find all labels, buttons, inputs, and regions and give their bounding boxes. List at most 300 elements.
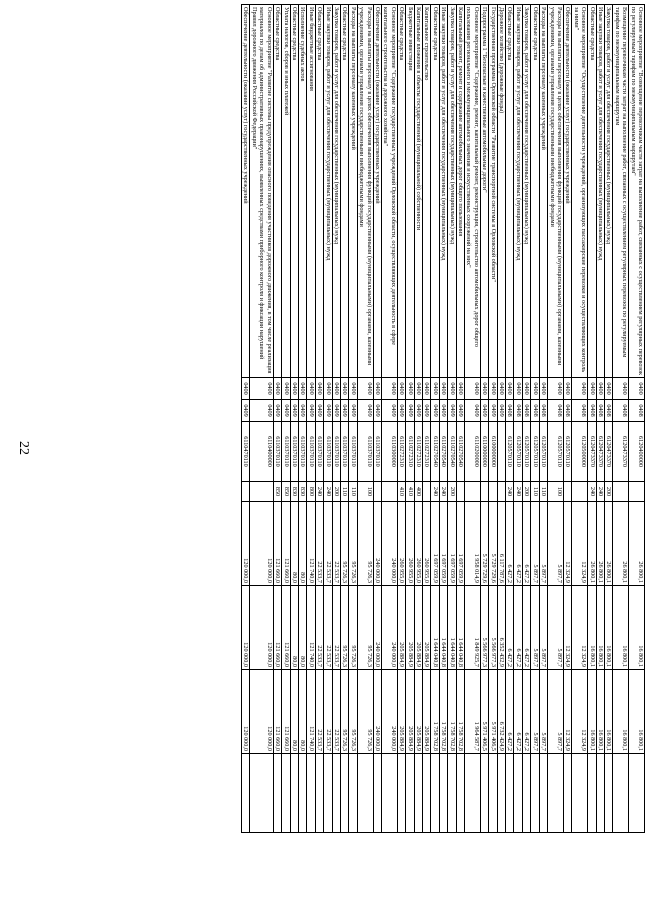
cell-blank: [480, 754, 488, 833]
cell-vr: 200: [448, 482, 456, 502]
table-row: [423, 5, 431, 833]
cell-v3: 80,0: [298, 670, 306, 754]
cell-v3: 205 884,9: [406, 670, 414, 754]
cell-csr: [497, 422, 505, 482]
cell-v2: 5 897,7: [539, 586, 547, 670]
cell-pr: 0408: [548, 400, 564, 422]
cell-v3: 16 800,1: [588, 670, 596, 754]
cell-vr: 410: [397, 482, 405, 502]
cell-v2: 205 884,9: [406, 586, 414, 670]
cell-blank: [497, 754, 505, 833]
cell-blank: [250, 754, 273, 833]
cell-name: Основное мероприятие "Содержание, ремонт, капитальный ремонт, реконструкция, строительство автомобильных дорог общего пользования регионального и межмуниципального значения и искусственных сооружений на них": [465, 5, 481, 378]
cell-rz: 0400: [382, 378, 398, 400]
cell-v2: 121 660,0: [273, 586, 281, 670]
cell-rz: 0400: [423, 378, 431, 400]
cell-pr: 0409: [315, 400, 323, 422]
cell-csr: 6110370110: [307, 422, 315, 482]
cell-v1: 80,0: [290, 502, 298, 586]
cell-v1: 95 726,3: [340, 502, 348, 586]
cell-v1: 95 726,3: [357, 502, 373, 586]
cell-blank: [548, 754, 564, 833]
cell-blank: [489, 754, 497, 833]
table-row: [439, 5, 447, 833]
cell-name: Уплата налогов, сборов и иных платежей: [282, 5, 290, 378]
cell-v3: 120 000,0: [242, 670, 250, 754]
cell-rz: 0400: [431, 378, 439, 400]
cell-v2: 5 566 977,3: [489, 586, 497, 670]
cell-v3: 95 726,3: [340, 670, 348, 754]
cell-csr: 6110370110: [357, 422, 373, 482]
table-row: [497, 5, 505, 833]
cell-name: Закупка товаров, работ и услуг для обеспечения государственных (муниципальных) нужд: [448, 5, 456, 378]
cell-blank: [596, 754, 604, 833]
cell-pr: 0409: [324, 400, 332, 422]
cell-vr: 200: [522, 482, 530, 502]
cell-csr: 6110370110: [349, 422, 357, 482]
table-row: [431, 5, 439, 833]
cell-v1: 260 955,0: [397, 502, 405, 586]
cell-v3: 1 758 702,8: [456, 670, 464, 754]
cell-blank: [406, 754, 414, 833]
cell-v1: 22 533,7: [332, 502, 340, 586]
table-row: [324, 5, 332, 833]
cell-v3: 5 897,7: [531, 670, 539, 754]
cell-vr: [629, 482, 645, 502]
table-row: [406, 5, 414, 833]
cell-blank: [290, 754, 298, 833]
cell-blank: [357, 754, 373, 833]
cell-pr: 0409: [448, 400, 456, 422]
cell-v3: 16 800,1: [604, 670, 612, 754]
cell-v2: 12 324,9: [572, 586, 588, 670]
cell-csr: 6120473370: [596, 422, 604, 482]
cell-v1: 5 897,7: [548, 502, 564, 586]
cell-vr: [497, 482, 505, 502]
cell-v3: 16 800,1: [613, 670, 629, 754]
cell-pr: 0409: [406, 400, 414, 422]
cell-rz: 0400: [406, 378, 414, 400]
cell-rz: 0400: [489, 378, 497, 400]
cell-blank: [439, 754, 447, 833]
cell-csr: 6110370110: [324, 422, 332, 482]
cell-v1: 26 800,1: [596, 502, 604, 586]
cell-v1: 26 800,1: [613, 502, 629, 586]
cell-csr: 6110272310: [397, 422, 405, 482]
cell-csr: 6110270540: [456, 422, 464, 482]
cell-pr: 0409: [489, 400, 497, 422]
cell-v3: 121 660,0: [282, 670, 290, 754]
cell-vr: [563, 482, 571, 502]
cell-blank: [349, 754, 357, 833]
cell-blank: [414, 754, 422, 833]
cell-v2: 121 740,0: [307, 586, 315, 670]
cell-csr: 6110370110: [282, 422, 290, 482]
cell-rz: 0400: [506, 378, 514, 400]
cell-rz: 0400: [497, 378, 505, 400]
table-row: [349, 5, 357, 833]
table-row: [514, 5, 522, 833]
cell-csr: 6120473370: [588, 422, 596, 482]
cell-name: Закупка товаров, работ и услуг для обеспечения государственных (муниципальных) нужд: [604, 5, 612, 378]
cell-blank: [273, 754, 281, 833]
table-row: [506, 5, 514, 833]
cell-v3: 121 660,0: [273, 670, 281, 754]
cell-blank: [604, 754, 612, 833]
cell-csr: 6110370110: [273, 422, 281, 482]
cell-csr: 6110370110: [332, 422, 340, 482]
cell-name: Основное мероприятие "Содержание государственных учреждений Орловской области, осуществляющих деятельность в сфере капитального строительства и дорожного хозяйства": [382, 5, 398, 378]
cell-pr: 0409: [298, 400, 306, 422]
cell-name: Иные закупки товаров, работ и услуг для обеспечения государственных (муниципальных) нужд: [439, 5, 447, 378]
cell-v2: 1 644 040,8: [431, 586, 439, 670]
cell-vr: 410: [406, 482, 414, 502]
cell-rz: 0400: [588, 378, 596, 400]
cell-vr: 240: [514, 482, 522, 502]
cell-blank: [298, 754, 306, 833]
cell-v2: 16 800,1: [596, 586, 604, 670]
cell-blank: [522, 754, 530, 833]
cell-v3: 205 884,9: [423, 670, 431, 754]
cell-rz: 0400: [539, 378, 547, 400]
cell-pr: 0409: [290, 400, 298, 422]
cell-v1: 12 324,9: [572, 502, 588, 586]
cell-pr: 0408: [522, 400, 530, 422]
page-number: 22: [16, 441, 31, 455]
cell-pr: 0408: [629, 400, 645, 422]
cell-v1: 5 729 729,6: [480, 502, 488, 586]
cell-vr: 110: [340, 482, 348, 502]
budget-table: [241, 4, 645, 833]
cell-v3: 22 533,7: [332, 670, 340, 754]
cell-v3: 80,0: [290, 670, 298, 754]
cell-blank: [340, 754, 348, 833]
cell-v2: 1 849 925,7: [465, 586, 481, 670]
cell-csr: 6120570110: [539, 422, 547, 482]
table-row: [480, 5, 488, 833]
cell-vr: 110: [531, 482, 539, 502]
cell-pr: 0409: [439, 400, 447, 422]
cell-csr: 6110400000: [250, 422, 273, 482]
cell-vr: 240: [324, 482, 332, 502]
cell-v2: 240 000,0: [373, 586, 381, 670]
cell-csr: 6110370110: [290, 422, 298, 482]
cell-vr: 240: [439, 482, 447, 502]
cell-name: Областные средства: [431, 5, 439, 378]
cell-name: Подпрограмма 1 "Безопасные и качественные автомобильные дороги": [480, 5, 488, 378]
cell-pr: 0408: [588, 400, 596, 422]
cell-csr: 6110272310: [414, 422, 422, 482]
cell-vr: 240: [431, 482, 439, 502]
cell-vr: [572, 482, 588, 502]
cell-rz: 0400: [456, 378, 464, 400]
table-row: [629, 5, 645, 833]
cell-v1: 240 000,0: [382, 502, 398, 586]
cell-v1: 22 533,7: [324, 502, 332, 586]
table-row: [357, 5, 373, 833]
cell-v3: 22 533,7: [324, 670, 332, 754]
cell-v2: 22 533,7: [332, 586, 340, 670]
cell-csr: 6120473370: [604, 422, 612, 482]
cell-name: Областные средства: [531, 5, 539, 378]
cell-csr: 6120473370: [613, 422, 629, 482]
cell-blank: [332, 754, 340, 833]
cell-v2: 205 884,9: [397, 586, 405, 670]
cell-v3: 5 897,7: [539, 670, 547, 754]
cell-v3: 12 324,9: [572, 670, 588, 754]
cell-v3: 6 427,2: [506, 670, 514, 754]
cell-v2: 80,0: [298, 586, 306, 670]
cell-pr: 0408: [506, 400, 514, 422]
cell-blank: [539, 754, 547, 833]
cell-v1: 5 729 729,6: [489, 502, 497, 586]
cell-rz: 0400: [298, 378, 306, 400]
cell-rz: 0400: [273, 378, 281, 400]
cell-name: Областные средства: [397, 5, 405, 378]
cell-name: Бюджетные инвестиции: [406, 5, 414, 378]
cell-name: Капитальные вложения в объекты государственной (муниципальной) собственности: [414, 5, 422, 378]
cell-pr: 0408: [604, 400, 612, 422]
cell-v3: 1 964 587,7: [465, 670, 481, 754]
cell-rz: 0400: [315, 378, 323, 400]
cell-rz: 0400: [604, 378, 612, 400]
table-row: [613, 5, 629, 833]
cell-name: Иные закупки товаров, работ и услуг для обеспечения государственных (муниципальных) нужд: [514, 5, 522, 378]
cell-v3: 5 897,7: [548, 670, 564, 754]
cell-v2: 6 427,2: [522, 586, 530, 670]
cell-v1: 1 697 059,9: [439, 502, 447, 586]
cell-rz: 0400: [307, 378, 315, 400]
cell-v3: 1 758 702,8: [431, 670, 439, 754]
cell-name: Дорожное хозяйство (дорожные фонды): [497, 5, 505, 378]
cell-blank: [307, 754, 315, 833]
cell-v1: 26 800,1: [588, 502, 596, 586]
table-row: [596, 5, 604, 833]
table-row: [250, 5, 273, 833]
cell-rz: 0400: [340, 378, 348, 400]
table-row: [456, 5, 464, 833]
cell-csr: 6120570110: [522, 422, 530, 482]
cell-name: Иные закупки товаров, работ и услуг для обеспечения государственных (муниципальных) нужд: [596, 5, 604, 378]
cell-name: Областные средства: [506, 5, 514, 378]
cell-v2: 121 660,0: [282, 586, 290, 670]
cell-v3: 12 324,9: [563, 670, 571, 754]
cell-v1: 1 958 014,9: [465, 502, 481, 586]
cell-rz: 0400: [250, 378, 273, 400]
cell-v1: 120 000,0: [242, 502, 250, 586]
cell-rz: 0400: [480, 378, 488, 400]
table-row: [548, 5, 564, 833]
cell-v2: 22 533,7: [315, 586, 323, 670]
cell-name: Расходы на выплаты персоналу казенных учреждений: [539, 5, 547, 378]
cell-v1: 80,0: [298, 502, 306, 586]
cell-csr: 6100000000: [489, 422, 497, 482]
cell-vr: [465, 482, 481, 502]
cell-pr: 0408: [514, 400, 522, 422]
cell-csr: 6110200000: [465, 422, 481, 482]
cell-rz: 0400: [373, 378, 381, 400]
cell-name: Основное мероприятие "Развитие системы предупреждения опасного поведения участников дорожного движения, в том числе реализация материалов по делам об административных правонарушениях, выявленных средствами приборного контроля и фиксации нарушений Правил дорожного движения Российской Федерации": [250, 5, 273, 378]
cell-v2: 16 800,1: [588, 586, 596, 670]
cell-v1: 120 000,0: [250, 502, 273, 586]
cell-v2: 205 884,9: [414, 586, 422, 670]
cell-rz: 0400: [290, 378, 298, 400]
cell-pr: 0409: [497, 400, 505, 422]
cell-vr: 850: [282, 482, 290, 502]
cell-v2: 22 533,7: [324, 586, 332, 670]
table-row: [522, 5, 530, 833]
cell-v1: 1 697 059,9: [456, 502, 464, 586]
cell-csr: 6110270540: [448, 422, 456, 482]
cell-v2: 5 566 977,3: [480, 586, 488, 670]
cell-name: Капитальный ремонт, ремонт и содержание автомобильных дорог общего пользования: [456, 5, 464, 378]
cell-vr: 850: [273, 482, 281, 502]
cell-blank: [324, 754, 332, 833]
cell-blank: [242, 754, 250, 833]
cell-vr: 100: [357, 482, 373, 502]
cell-name: Расходы на выплаты персоналу казенных учреждений: [349, 5, 357, 378]
cell-v2: 1 644 040,8: [456, 586, 464, 670]
cell-rz: 0400: [324, 378, 332, 400]
cell-v3: 6 427,2: [514, 670, 522, 754]
budget-table-page: [75, 4, 645, 832]
cell-rz: 0400: [357, 378, 373, 400]
cell-v2: 120 000,0: [250, 586, 273, 670]
cell-rz: 0400: [563, 378, 571, 400]
cell-blank: [315, 754, 323, 833]
cell-vr: 400: [414, 482, 422, 502]
cell-v3: 240 000,0: [382, 670, 398, 754]
cell-name: Областные средства: [340, 5, 348, 378]
cell-vr: 830: [290, 482, 298, 502]
cell-csr: 6110300000: [382, 422, 398, 482]
cell-pr: 0409: [480, 400, 488, 422]
cell-rz: 0400: [397, 378, 405, 400]
cell-v2: 95 726,3: [340, 586, 348, 670]
cell-vr: [480, 482, 488, 502]
cell-pr: 0409: [382, 400, 398, 422]
cell-blank: [431, 754, 439, 833]
cell-v2: 80,0: [290, 586, 298, 670]
cell-v3: 95 726,3: [349, 670, 357, 754]
cell-v3: 16 800,1: [596, 670, 604, 754]
cell-v1: 260 955,0: [406, 502, 414, 586]
cell-vr: 200: [332, 482, 340, 502]
cell-name: Закупка товаров, работ и услуг для обеспечения государственных (муниципальных) нужд: [522, 5, 530, 378]
cell-blank: [572, 754, 588, 833]
cell-vr: 240: [588, 482, 596, 502]
table-row: [604, 5, 612, 833]
cell-csr: 6120570110: [506, 422, 514, 482]
cell-name: Возмещение перевозчикам части затрат на выполнение работ, связанных с осуществлением регулярных перевозок по регулируемым тарифам по межмуниципальным маршрутам: [613, 5, 629, 378]
cell-v3: 205 884,9: [397, 670, 405, 754]
cell-v1: 121 660,0: [273, 502, 281, 586]
cell-name: Основное мероприятие "Возмещение перевозчикам части затрат на выполнение работ, связанных с осуществлением регулярных перевозок по регулируемым тарифам по межмуниципальным маршрутам": [629, 5, 645, 378]
cell-pr: 0409: [307, 400, 315, 422]
cell-blank: [373, 754, 381, 833]
cell-name: Закупка товаров, работ и услуг для обеспечения государственных (муниципальных) нужд: [332, 5, 340, 378]
cell-v1: 26 800,1: [604, 502, 612, 586]
cell-csr: 6110270540: [431, 422, 439, 482]
cell-v1: 260 955,0: [423, 502, 431, 586]
budget-table-body: [242, 5, 645, 833]
cell-v2: 5 897,7: [531, 586, 539, 670]
cell-v2: 1 644 040,8: [448, 586, 456, 670]
cell-blank: [382, 754, 398, 833]
cell-v2: 5 897,7: [548, 586, 564, 670]
cell-name: Обеспечение деятельности (оказание услуг) государственных учреждений: [373, 5, 381, 378]
cell-pr: 0409: [332, 400, 340, 422]
cell-csr: 6110000000: [480, 422, 488, 482]
cell-blank: [629, 754, 645, 833]
cell-pr: 0409: [250, 400, 273, 422]
cell-rz: 0400: [548, 378, 564, 400]
table-row: [307, 5, 315, 833]
cell-name: Расходы на выплаты персоналу в целях обеспечения выполнения функций государственными (муниципальными) органами, казенными учреждениями, органами управления государственными внебюджетными фондами: [548, 5, 564, 378]
cell-csr: 6120500000: [572, 422, 588, 482]
cell-v1: 121 740,0: [307, 502, 315, 586]
cell-name: Областные средства: [273, 5, 281, 378]
cell-vr: 240: [315, 482, 323, 502]
cell-v3: 121 740,0: [307, 670, 315, 754]
cell-name: Основное мероприятие "Осуществление деятельности учреждений, организующих пассажирские перевозки и осуществляющих контроль за ними": [572, 5, 588, 378]
cell-v2: 6 427,2: [514, 586, 522, 670]
cell-pr: 0408: [572, 400, 588, 422]
cell-csr: 6120570110: [548, 422, 564, 482]
rotated-table-container: [75, 4, 645, 832]
cell-v2: 16 800,1: [629, 586, 645, 670]
table-row: [397, 5, 405, 833]
cell-v1: 240 000,0: [373, 502, 381, 586]
cell-pr: 0409: [340, 400, 348, 422]
cell-blank: [588, 754, 596, 833]
cell-v3: 16 800,1: [629, 670, 645, 754]
cell-name: Государственная программа Орловской области "Развитие транспортной системы в Орловской области": [489, 5, 497, 378]
table-row: [572, 5, 588, 833]
cell-v3: 6 732 424,9: [497, 670, 505, 754]
cell-vr: 800: [307, 482, 315, 502]
cell-vr: 240: [596, 482, 604, 502]
table-row: [489, 5, 497, 833]
cell-v2: 16 800,1: [604, 586, 612, 670]
cell-rz: 0400: [514, 378, 522, 400]
cell-csr: 6120570110: [563, 422, 571, 482]
table-row: [373, 5, 381, 833]
cell-blank: [563, 754, 571, 833]
cell-pr: 0408: [531, 400, 539, 422]
cell-pr: 0409: [357, 400, 373, 422]
table-row: [465, 5, 481, 833]
cell-v1: 5 897,7: [531, 502, 539, 586]
table-row: [273, 5, 281, 833]
cell-v2: 12 324,9: [563, 586, 571, 670]
cell-csr: 6110370110: [315, 422, 323, 482]
cell-rz: 0400: [613, 378, 629, 400]
cell-v3: 240 000,0: [373, 670, 381, 754]
cell-pr: 0408: [539, 400, 547, 422]
cell-v1: 5 897,7: [539, 502, 547, 586]
cell-pr: 0408: [563, 400, 571, 422]
table-row: [290, 5, 298, 833]
cell-v2: 6 427,2: [506, 586, 514, 670]
cell-vr: [382, 482, 398, 502]
cell-rz: 0400: [439, 378, 447, 400]
cell-rz: 0400: [531, 378, 539, 400]
cell-name: Областные средства: [315, 5, 323, 378]
cell-vr: 200: [604, 482, 612, 502]
cell-pr: 0409: [414, 400, 422, 422]
cell-v1: 1 697 059,9: [448, 502, 456, 586]
